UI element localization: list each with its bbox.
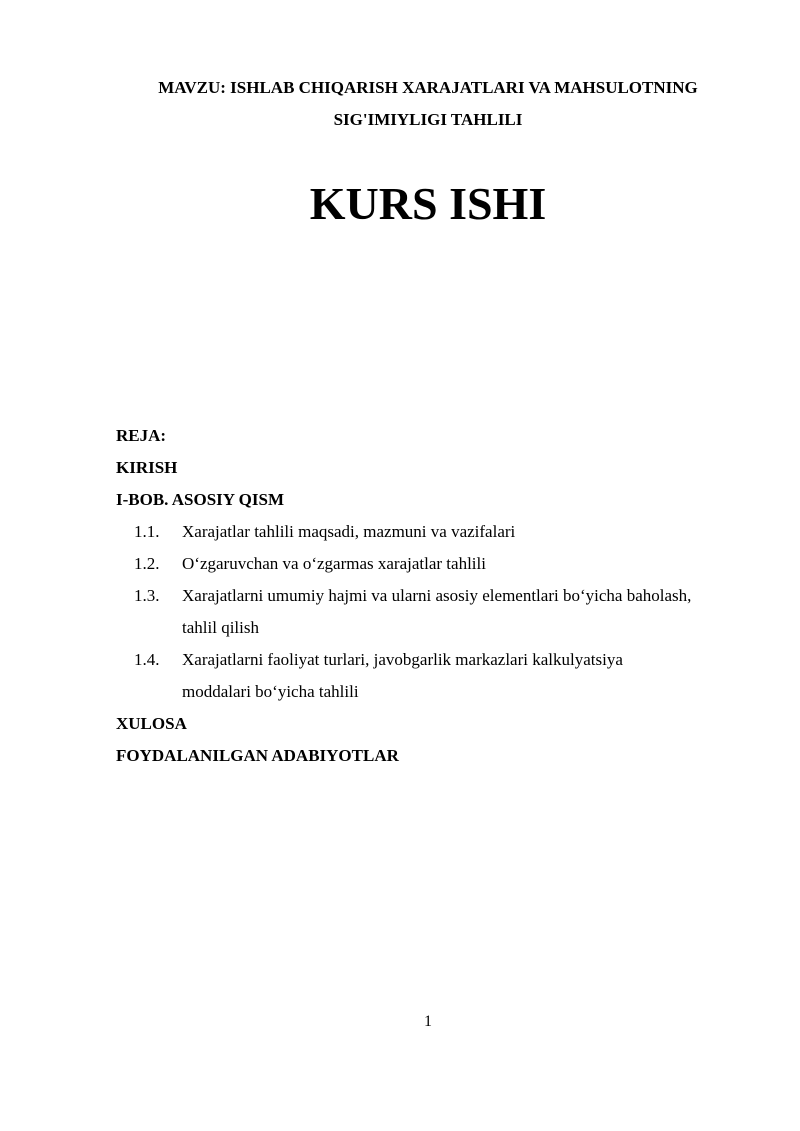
plan-conclusion: XULOSA xyxy=(116,714,187,733)
plan-chapter: I-BOB. ASOSIY QISM xyxy=(116,490,284,509)
plan-item-text: Xarajatlarni faoliyat turlari, javobgarlik markazlari kalkulyatsiya moddalari bo‘yicha tahlili xyxy=(182,650,623,701)
plan-item xyxy=(116,548,716,580)
plan-references: FOYDALANILGAN ADABIYOTLAR xyxy=(116,746,399,765)
plan-item-number: 1.1. xyxy=(134,522,160,541)
plan-heading: REJA: xyxy=(116,426,167,445)
document-title: KURS ISHI xyxy=(309,178,547,229)
plan-item xyxy=(116,644,716,708)
plan-item xyxy=(116,580,716,644)
plan-item-number: 1.3. xyxy=(134,586,160,605)
plan-item-text: Xarajatlar tahlili maqsadi, mazmuni va vazifalari xyxy=(182,522,516,541)
plan-item-number: 1.2. xyxy=(134,554,160,573)
page-number: 1 xyxy=(424,1013,432,1030)
plan-intro: KIRISH xyxy=(116,458,178,477)
topic-heading: MAVZU: ISHLAB CHIQARISH XARAJATLARI VA MAHSULOTNING SIG'IMIYLIGI TAHLILI xyxy=(158,78,698,129)
plan-item-text: O‘zgaruvchan va o‘zgarmas xarajatlar tahlili xyxy=(182,554,486,573)
plan-item-number: 1.4. xyxy=(134,650,160,669)
plan-section xyxy=(116,420,716,772)
plan-item-text: Xarajatlarni umumiy hajmi va ularni asosiy elementlari bo‘yicha baholash, tahlil qilish xyxy=(182,586,692,637)
plan-item xyxy=(116,516,716,548)
